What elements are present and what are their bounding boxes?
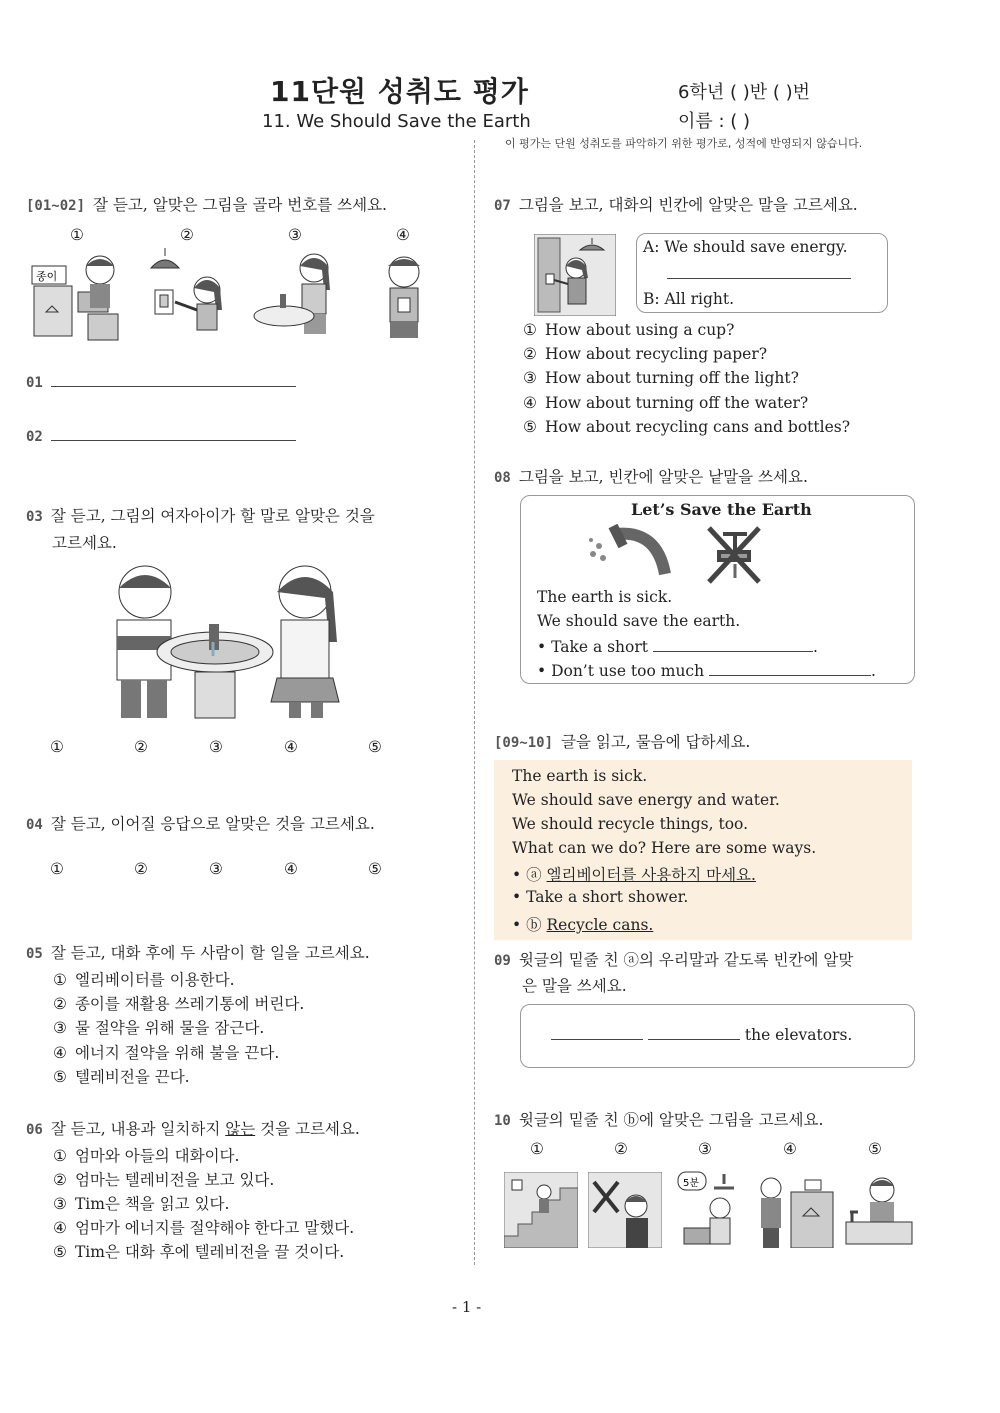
q04-number: 04 xyxy=(26,817,43,833)
page-title: 11단원 성취도 평가 xyxy=(270,75,529,108)
column-divider xyxy=(474,140,475,1265)
q09-answer-row xyxy=(551,1025,852,1044)
q04-text: 잘 듣고, 이어질 응답으로 알맞은 것을 고르세요. xyxy=(50,815,375,833)
q08-blank1[interactable] xyxy=(653,637,813,652)
q07-option-5-mark: ⑤ xyxy=(523,418,537,436)
q05-option-4[interactable] xyxy=(50,1041,279,1063)
passage-line-1: The earth is sick. xyxy=(512,767,648,785)
reading-passage xyxy=(494,760,912,940)
q05-option-1[interactable] xyxy=(50,968,235,990)
q06-option-1-text: 엄마와 아들의 대화이다. xyxy=(74,1147,240,1165)
q06-option-1[interactable] xyxy=(50,1144,239,1166)
q10-option-1[interactable]: ① xyxy=(530,1140,544,1158)
q03-option-4[interactable]: ④ xyxy=(284,738,298,756)
page-number: - 1 - xyxy=(452,1298,482,1316)
q02-number: 02 xyxy=(26,429,43,445)
q06-option-3[interactable] xyxy=(50,1192,229,1214)
q07-option-4[interactable] xyxy=(520,394,808,412)
q06-option-2[interactable] xyxy=(50,1168,274,1190)
q09-blank1[interactable] xyxy=(551,1025,643,1040)
q08-number: 08 xyxy=(494,470,511,486)
q07-option-4-text: How about turning off the water? xyxy=(544,394,809,412)
q01-02-numeral-4: ④ xyxy=(396,226,410,244)
q03-text-line2: 고르세요. xyxy=(52,534,117,552)
q01-02-numeral-1: ① xyxy=(70,226,84,244)
q08-bullet2-text: • Don’t use too much xyxy=(537,662,705,680)
q04-option-2[interactable]: ② xyxy=(134,860,148,878)
no-faucet-icon xyxy=(701,522,767,588)
q05-option-1-mark: ① xyxy=(53,971,67,989)
q03-option-3[interactable]: ③ xyxy=(209,738,223,756)
q07-option-5-text: How about recycling cans and bottles? xyxy=(544,418,851,436)
q07-option-2[interactable] xyxy=(520,345,767,363)
q01-02-label: [01~02] xyxy=(26,198,86,214)
notice-text: 이 평가는 단원 성취도를 파악하기 위한 평가로, 성적에 반영되지 않습니다. xyxy=(505,137,863,150)
q07-option-1-mark: ① xyxy=(523,321,537,339)
q08-bullet2-period: . xyxy=(871,662,876,680)
q05-text: 잘 듣고, 대화 후에 두 사람이 할 일을 고르세요. xyxy=(50,944,370,962)
q06-number: 06 xyxy=(26,1122,43,1138)
q06-option-1-mark: ① xyxy=(53,1147,67,1165)
q06-text-b: 것을 고르세요. xyxy=(255,1120,360,1138)
q10-number: 10 xyxy=(494,1113,511,1129)
q06-option-5-mark: ⑤ xyxy=(53,1243,67,1261)
q09-number: 09 xyxy=(494,953,511,969)
boy-with-cup-image xyxy=(370,252,440,342)
q07-option-4-mark: ④ xyxy=(523,394,537,412)
q01-02-numeral-3: ③ xyxy=(288,226,302,244)
q07-option-5[interactable] xyxy=(520,418,850,436)
page-subtitle: 11. We Should Save the Earth xyxy=(262,111,531,132)
q07-dialog-blank[interactable] xyxy=(667,262,851,279)
q09-answer-tail: the elevators. xyxy=(744,1026,853,1044)
q06-option-3-mark: ③ xyxy=(53,1195,67,1213)
q09-blank2[interactable] xyxy=(648,1025,740,1040)
q05-option-4-text: 에너지 절약을 위해 불을 끈다. xyxy=(74,1044,280,1062)
q10-option-4[interactable]: ④ xyxy=(783,1140,797,1158)
shower-head-icon xyxy=(587,524,677,586)
q10-timer-label: 5분 xyxy=(683,1178,700,1189)
q09-10-text: 글을 읽고, 물음에 답하세요. xyxy=(561,733,751,751)
q06-option-5[interactable] xyxy=(50,1240,344,1262)
q05-option-3-text: 물 절약을 위해 물을 잠근다. xyxy=(74,1019,265,1037)
girl-light-switch-image xyxy=(145,248,235,343)
q06-option-3-text: Tim은 책을 읽고 있다. xyxy=(74,1195,230,1213)
q10-picture-stairs xyxy=(504,1172,578,1248)
q04-option-1[interactable]: ① xyxy=(50,860,64,878)
q08-prompt xyxy=(494,465,808,490)
q10-picture-washing-dishes xyxy=(842,1172,916,1248)
q09-answer-box xyxy=(520,1004,915,1068)
q05-option-2-text: 종이를 재활용 쓰레기통에 버린다. xyxy=(74,995,305,1013)
q09-text-line1: 윗글의 밑줄 친 ⓐ의 우리말과 같도록 빈칸에 알맞 xyxy=(518,951,854,969)
q09-10-label: [09~10] xyxy=(494,735,554,751)
q01-02-text: 잘 듣고, 알맞은 그림을 골라 번호를 쓰세요. xyxy=(93,196,387,214)
q01-answer-line[interactable] xyxy=(51,386,296,387)
q08-poster-box xyxy=(520,495,915,684)
q06-prompt xyxy=(26,1117,360,1142)
q07-text: 그림을 보고, 대화의 빈칸에 알맞은 말을 고르세요. xyxy=(518,196,858,214)
q01-02-prompt xyxy=(26,193,387,218)
q08-bullet1 xyxy=(537,637,818,656)
passage-bullet-c xyxy=(512,913,653,935)
q05-option-5[interactable] xyxy=(50,1065,190,1087)
boy-girl-sink-image xyxy=(105,562,355,722)
q08-bullet1-period: . xyxy=(812,638,818,656)
q03-option-5[interactable]: ⑤ xyxy=(368,738,382,756)
passage-bullet-a-mark: • ⓐ xyxy=(512,866,542,884)
q10-option-2[interactable]: ② xyxy=(614,1140,628,1158)
q07-dialog-box xyxy=(636,233,888,313)
q05-option-3[interactable] xyxy=(50,1016,264,1038)
q06-text-underlined: 않는 xyxy=(225,1120,256,1138)
class-number-line: 6학년 ( )반 ( )번 xyxy=(678,82,810,103)
q03-option-2[interactable]: ② xyxy=(134,738,148,756)
q04-option-3[interactable]: ③ xyxy=(209,860,223,878)
q01-number: 01 xyxy=(26,375,43,391)
q09-prompt xyxy=(494,948,853,973)
girl-washing-hands-image xyxy=(250,250,350,342)
q07-option-3[interactable] xyxy=(520,369,799,387)
q09-text-line2: 은 말을 쓰세요. xyxy=(522,977,627,995)
q05-option-5-mark: ⑤ xyxy=(53,1068,67,1086)
q05-option-1-text: 엘리베이터를 이용한다. xyxy=(74,971,235,989)
q06-option-5-text: Tim은 대화 후에 텔레비전을 끌 것이다. xyxy=(74,1243,345,1261)
q05-option-2-mark: ② xyxy=(53,995,67,1013)
q07-option-2-mark: ② xyxy=(523,345,537,363)
passage-line-3: We should recycle things, too. xyxy=(512,815,749,833)
q02-answer xyxy=(26,424,296,449)
q03-prompt xyxy=(26,504,375,529)
q10-picture-no-food-waste xyxy=(588,1172,662,1248)
boy-recycling-paper-image xyxy=(30,252,130,342)
passage-bullet-b: • Take a short shower. xyxy=(512,888,689,906)
q05-option-2[interactable] xyxy=(50,992,304,1014)
q03-text-line1: 잘 듣고, 그림의 여자아이가 할 말로 알맞은 것을 xyxy=(50,507,375,525)
q07-option-3-mark: ③ xyxy=(523,369,537,387)
q07-number: 07 xyxy=(494,198,511,214)
q10-picture-recycling-bins xyxy=(755,1172,835,1248)
q08-bullet1-text: • Take a short xyxy=(537,638,649,656)
q02-answer-line[interactable] xyxy=(51,440,296,441)
q08-line2: We should save the earth. xyxy=(537,612,741,630)
q08-blank2[interactable] xyxy=(709,661,871,676)
passage-bullet-a xyxy=(512,863,756,885)
q04-option-4[interactable]: ④ xyxy=(284,860,298,878)
paper-sign-label: 종이 xyxy=(36,270,58,283)
q05-prompt xyxy=(26,941,370,966)
name-line: 이름 : ( ) xyxy=(678,111,751,132)
q10-option-5[interactable]: ⑤ xyxy=(868,1140,882,1158)
q08-text: 그림을 보고, 빈칸에 알맞은 낱말을 쓰세요. xyxy=(518,468,808,486)
passage-bullet-c-mark: • ⓑ xyxy=(512,916,542,934)
q10-text: 윗글의 밑줄 친 ⓑ에 알맞은 그림을 고르세요. xyxy=(518,1111,824,1129)
q03-option-1[interactable]: ① xyxy=(50,738,64,756)
q07-option-3-text: How about turning off the light? xyxy=(544,369,799,387)
q01-02-numeral-2: ② xyxy=(180,226,194,244)
passage-bullet-a-text: 엘리베이터를 사용하지 마세요. xyxy=(546,866,756,884)
q07-dialog-b: B: All right. xyxy=(643,290,735,308)
q01-answer xyxy=(26,370,296,395)
q10-option-3[interactable]: ③ xyxy=(698,1140,712,1158)
q10-picture-short-shower xyxy=(674,1168,748,1248)
q05-option-5-text: 텔레비전을 끈다. xyxy=(74,1068,190,1086)
q05-option-4-mark: ④ xyxy=(53,1044,67,1062)
q08-bullet2 xyxy=(537,661,876,680)
q04-prompt xyxy=(26,812,375,837)
passage-line-4: What can we do? Here are some ways. xyxy=(512,839,817,857)
passage-bullet-c-text: Recycle cans. xyxy=(546,916,654,934)
q04-option-5[interactable]: ⑤ xyxy=(368,860,382,878)
q06-option-4[interactable] xyxy=(50,1216,354,1238)
passage-line-2: We should save energy and water. xyxy=(512,791,780,809)
q05-option-3-mark: ③ xyxy=(53,1019,67,1037)
girl-turning-off-light-image xyxy=(534,234,616,316)
q05-number: 05 xyxy=(26,946,43,962)
q07-option-1-text: How about using a cup? xyxy=(544,321,735,339)
q06-option-2-text: 엄마는 텔레비전을 보고 있다. xyxy=(74,1171,275,1189)
q06-option-4-mark: ④ xyxy=(53,1219,67,1237)
q08-line1: The earth is sick. xyxy=(537,588,673,606)
q07-dialog-a: A: We should save energy. xyxy=(643,238,848,256)
q06-text-a: 잘 듣고, 내용과 일치하지 xyxy=(50,1120,226,1138)
q07-prompt xyxy=(494,193,858,218)
q07-option-1[interactable] xyxy=(520,321,734,339)
q07-option-2-text: How about recycling paper? xyxy=(544,345,768,363)
q03-number: 03 xyxy=(26,509,43,525)
q06-option-2-mark: ② xyxy=(53,1171,67,1189)
q10-prompt xyxy=(494,1108,823,1133)
q09-10-prompt xyxy=(494,730,750,755)
q08-poster-title: Let’s Save the Earth xyxy=(631,500,812,519)
q06-option-4-text: 엄마가 에너지를 절약해야 한다고 말했다. xyxy=(74,1219,355,1237)
